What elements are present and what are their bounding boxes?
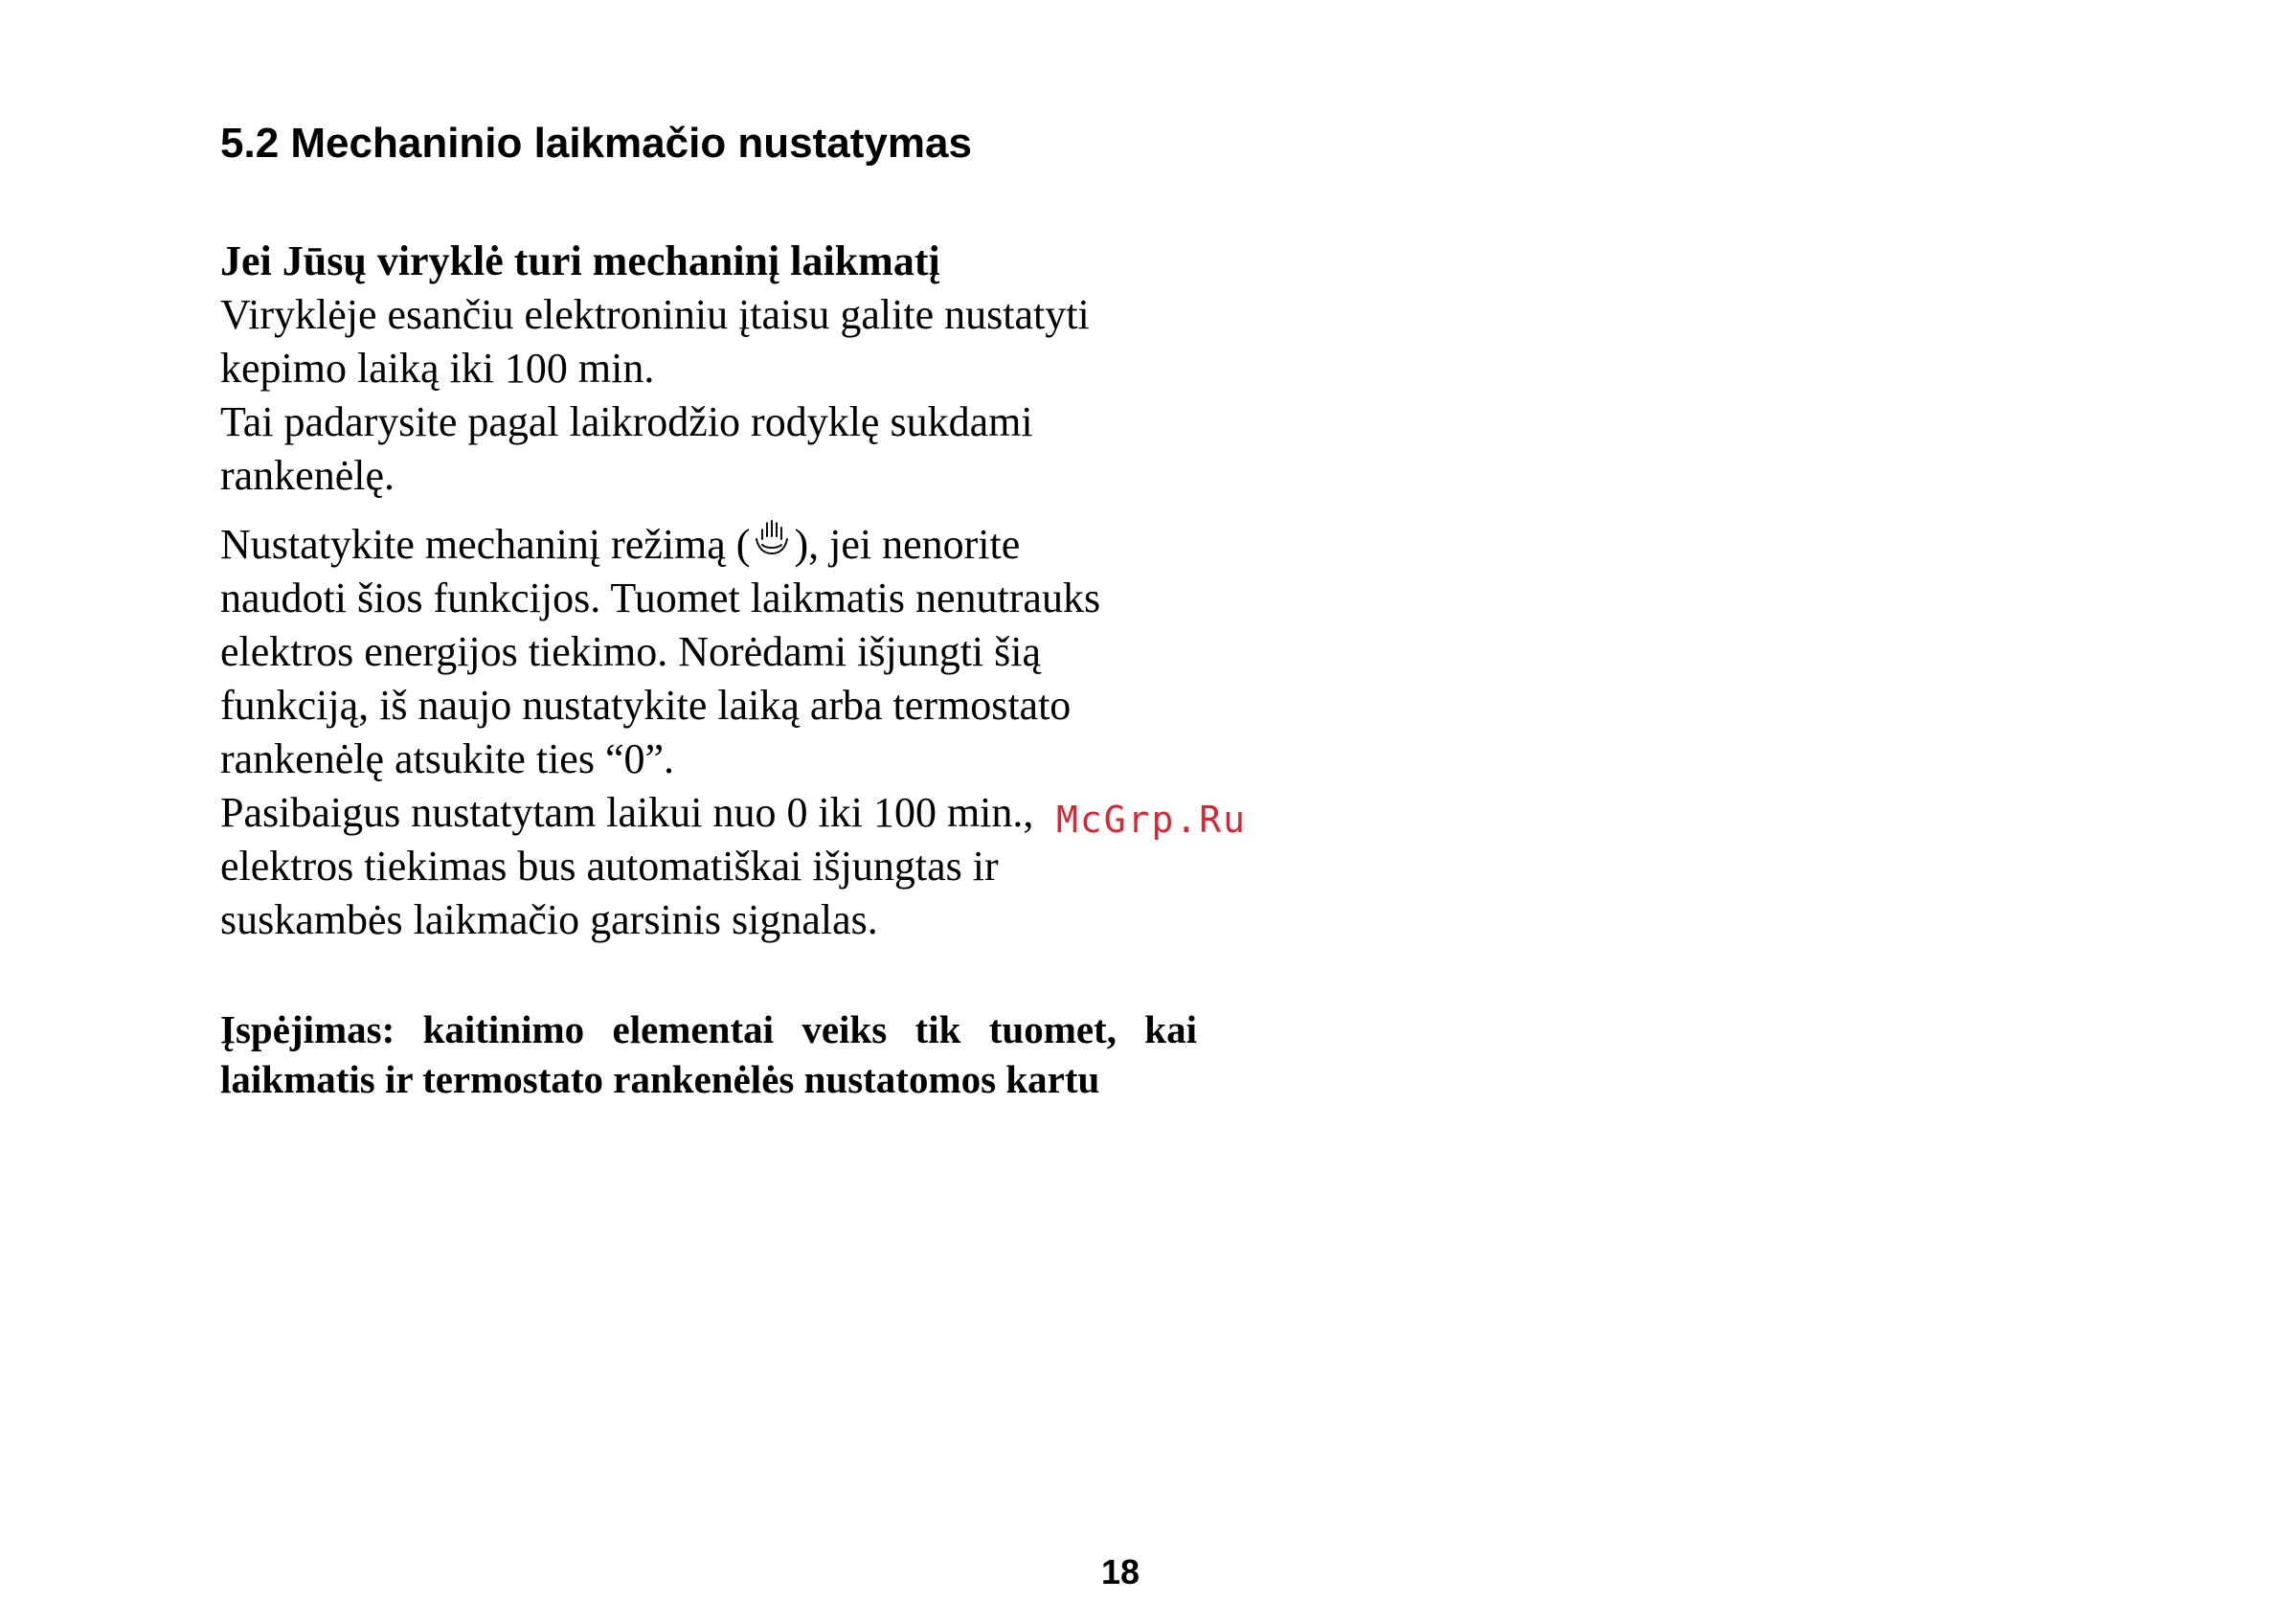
text-line: naudoti šios funkcijos. Tuomet laikmatis nenutrauks [220, 575, 1101, 621]
warning-line: Įspėjimas: kaitinimo elementai veiks tik tuomet, kai [220, 1007, 1197, 1051]
text-line: rankenėlę atsukite ties “0”. [220, 735, 675, 782]
manual-mode-text-after: ), jei nenorite [794, 521, 1021, 568]
manual-mode-paragraph [220, 516, 1207, 947]
text-line: elektros tiekimas bus automatiškai išjungtas ir [220, 843, 999, 890]
text-line: funkciją, iš naujo nustatykite laiką arba termostato [220, 682, 1072, 729]
text-line: Pasibaigus nustatytam laikui nuo 0 iki 100 min., [220, 789, 1034, 836]
warning-line: laikmatis ir termostato rankenėlės nustatomos kartu [220, 1057, 1100, 1101]
warning-note [220, 1004, 1207, 1104]
text-line [220, 516, 1207, 572]
text-line: rankenėlę. [220, 452, 395, 499]
watermark-logo: McGrp.Ru [1056, 799, 1248, 841]
page-number: 18 [1101, 1552, 1140, 1591]
hand-icon [750, 516, 794, 560]
manual-mode-text-before: Nustatykite mechaninį režimą ( [220, 521, 751, 568]
text-line: elektros energijos tiekimo. Norėdami išjungti šią [220, 628, 1042, 675]
intro-paragraph [220, 288, 1207, 503]
text-line: suskambės laikmačio garsinis signalas. [220, 896, 878, 943]
text-line: Tai padarysite pagal laikrodžio rodyklę sukdami [220, 398, 1033, 445]
page-content [220, 235, 1207, 1104]
section-title: 5.2 Mechaninio laikmačio nustatymas [220, 120, 972, 167]
text-line: Viryklėje esančiu elektroniniu įtaisu galite nustatyti [220, 291, 1090, 338]
subheading: Jei Jūsų viryklė turi mechaninį laikmatį [220, 237, 940, 284]
text-line: kepimo laiką iki 100 min. [220, 345, 655, 392]
